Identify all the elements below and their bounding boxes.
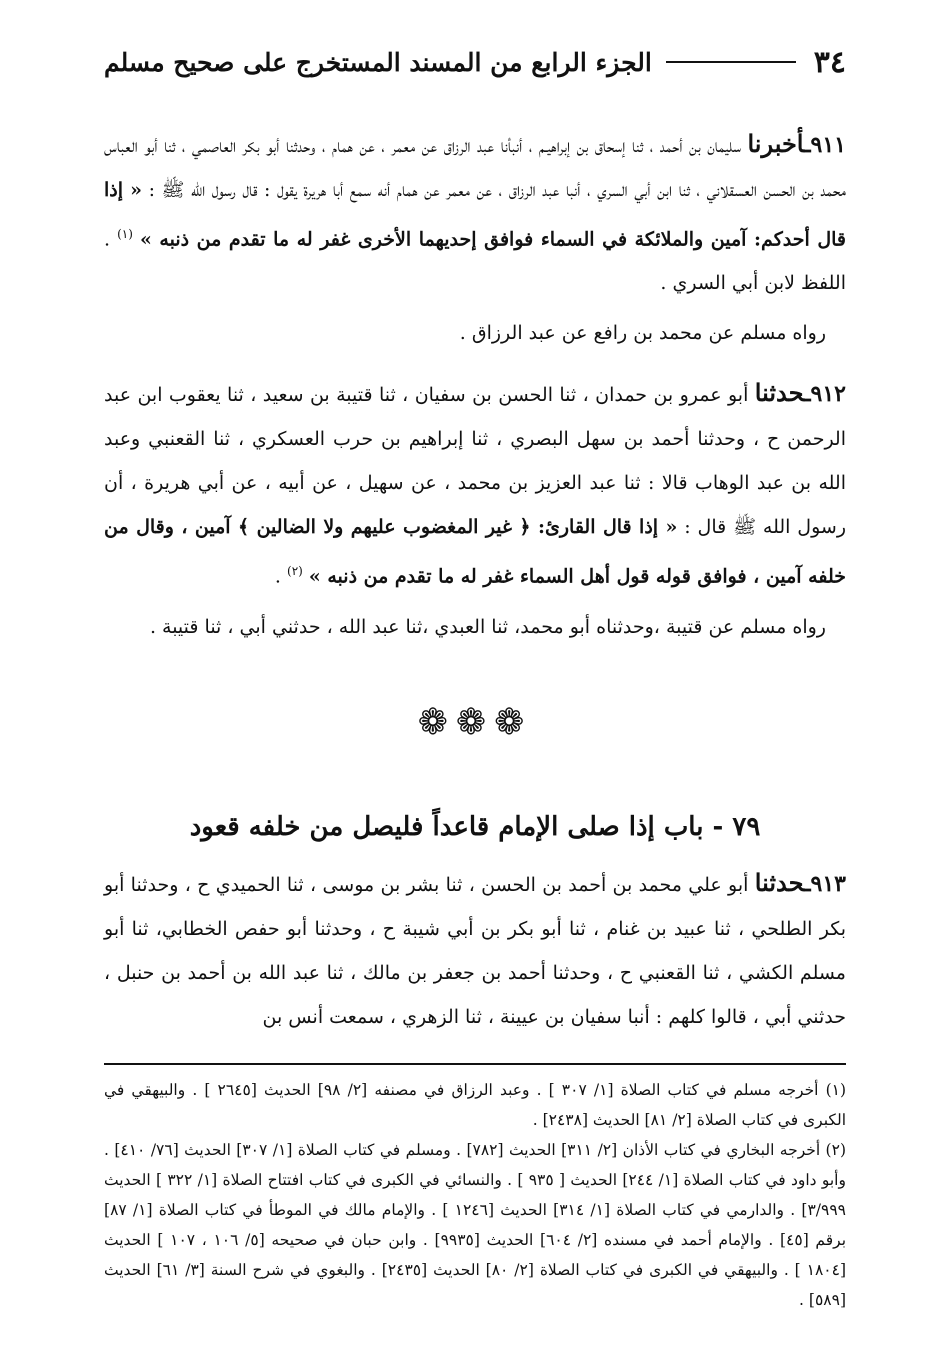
- hadith-911: [104, 122, 846, 305]
- hadith-913: [104, 861, 846, 1039]
- hadith-isnad: سليمان بن أحمد ، ثنا إسحاق بن إبراهيـم ، أنبأنا عبد الرزاق عن معمر ، عن همام ، وحدثنا أبو بكر العاصمي ، ثنا أبو العباس محمد بن الحسن العسقلاني ، ثنا ابن أبي السري ، أنبا عبد الرزاق ، عن معمر عن همام أنه سمع أبا هريرة يقول : قال رسول الله ﷺ :: [104, 135, 847, 201]
- footnote-1: (١) أخرجه مسلم في كتاب الصلاة [١/ ٣٠٧ ] . وعبد الرزاق في مصنفه [٢/ ٩٨] الحديث [٢٦٤٥ ] . والبيهقي في الكبرى في كتاب الصلاة [٢/ ٨١] الحديث [٢٤٣٨] .: [104, 1080, 847, 1129]
- hadith-tail: . اللفظ لابن أبي السري .: [104, 228, 846, 295]
- hadith-isnad: أبو علي محمد بن أحمد بن الحسن ، ثنا بشر بن موسى ، ثنا الحميدي ح ، وحدثنا أبو بكر الطلحي ، ثنا عبيد بن غنام ، ثنا أبو بكر بن أبي شيبة ح ، وحدثنا أبو حفص الخطابي، ثنا أبو مسلم الكشي ، ثنا القعنبي ح ، وحدثنا أحمد بن جعفر بن مالك ، ثنا عبد الله بن أحمد بن حنبل ، حدثني أبي ، قالوا كلهم : أنبا سفيان بن عيينة ، ثنا الزهري ، سمعت أنس بن: [104, 873, 846, 1028]
- footnote-ref[interactable]: (١): [117, 227, 133, 241]
- hadith-number: ٩١١ـ: [804, 132, 846, 158]
- hadith-matn: « إذا قال القارئ: ﴿ غير المغضوب عليهم ولا الضالين ﴾ آمين ، وقال من خلفه آمين ، فوافق قوله قول أهل السماء غفر له ما تقدم من ذنبه »: [104, 516, 846, 588]
- running-title: الجزء الرابع من المسند المستخرج على صحيح مسلم: [104, 47, 652, 77]
- footnote-ref[interactable]: (٢): [287, 564, 303, 579]
- footnote-2: (٢) أخرجه البخاري في كتاب الأذان [٢/ ٣١١] الحديث [٧٨٢] . ومسلم في كتاب الصلاة [١/ ٣٠٧] الحديث [٧٦/ ٤١٠] . وأبو داود في كتاب الصلاة [١/ ٢٤٤] الحديث [ ٩٣٥ ] . والنسائي في الكبرى في كتاب افتتاح الصلاة [١/ ٣٢٢ ] الحديث ٣/٩٩٩] . والدارمي في كتاب الصلاة [١/ ٣١٤] الحديث [١٢٤٦ ] . والإمام مالك في الموطأ في كتاب الصلاة [١/ ٨٧] برقم [٤٥] . والإمام أحمد في مسنده [٢/ ٦٠٤] الحديث [٩٩٣٥] . وابن حبان في صحيحه [٥/ ١٠٦ ، ١٠٧ ] الحديث [١٨٠٤ ] . والبيهقي في الكبرى في كتاب الصلاة [٢/ ٨٠] الحديث [٢٤٣٥] . والبغوي في شرح السنة [٣/ ٦١] الحديث [٥٨٩] .: [104, 1140, 847, 1309]
- hadith-verb: حدثنا: [754, 378, 805, 408]
- hadith-matn: « إذا قال أحدكم: آمين والملائكة في السماء فوافق إحديهما الأخرى غفر له ما تقدم من ذنبه »: [104, 179, 847, 251]
- footnotes: [104, 1075, 846, 1315]
- page-number: ٣٤: [813, 44, 846, 80]
- header-rule: [666, 61, 796, 63]
- hadith-verb: أخبرنا: [747, 129, 805, 158]
- chapter-title: ٧٩ - باب إذا صلى الإمام قاعداً فليصل من خلفه قعود: [189, 811, 761, 842]
- hadith-number: ٩١٢ـ: [804, 381, 846, 408]
- riwaya-912: رواه مسلم عن قتيبة ،وحدثناه أبو محمد، ثنا العبدي ،ثنا عبد الله ، حدثني أبي ، ثنا قتيبة .: [149, 615, 826, 638]
- hadith-verb: حدثنا: [754, 867, 805, 897]
- page-header: [104, 36, 846, 88]
- hadith-isnad: أبو عمرو بن حمدان ، ثنا الحسن بن سفيان ، ثنا قتيبة بن سعيد ، ثنا يعقوب ابن عبد الرحمن ح ، وحدثنا أحمد بن سهل البصري ، ثنا إبراهيم بن حرب العسكري ، ثنا القعنبي وعبد الله بن عبد الوهاب قالا : ثنا عبد العزيز بن محمد ، عن سهيل ، عن أبيه ، عن أبي هريرة ، أن رسول الله ﷺ قال :: [104, 384, 846, 539]
- section-ornament: ❁❁❁: [417, 701, 533, 743]
- hadith-number: ٩١٣ـ: [804, 870, 846, 897]
- hadith-tail: .: [274, 565, 281, 588]
- riwaya-911: رواه مسلم عن محمد بن رافع عن عبد الرزاق .: [459, 322, 826, 345]
- footnote-rule: [104, 1063, 846, 1065]
- hadith-912: [104, 371, 846, 598]
